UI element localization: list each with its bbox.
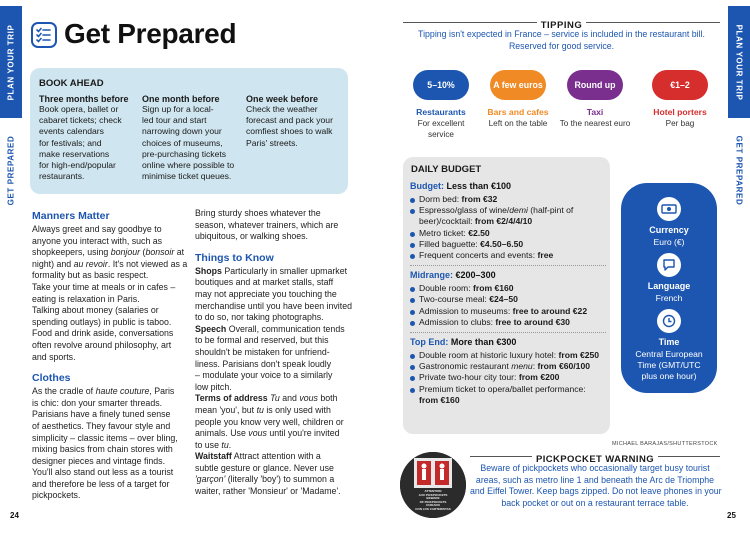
text-run: is chic: don your smarter threads. xyxy=(32,397,163,408)
text-run: Talking about money (salaries or xyxy=(32,305,159,316)
book-ahead-line: Check the weather xyxy=(246,104,318,114)
body-line xyxy=(195,393,353,405)
sign-line: BEWARE xyxy=(426,496,440,501)
text-run: from €2/4/4/10 xyxy=(474,216,533,227)
text-run: demi xyxy=(509,205,528,216)
budget-item xyxy=(410,205,606,216)
text-run: Parisians have a finely tuned sense xyxy=(32,409,171,420)
text-run: Admission to clubs: xyxy=(419,316,496,327)
body-line xyxy=(195,324,353,336)
budget-tier-heading xyxy=(410,181,606,191)
body-line xyxy=(32,479,188,491)
text-run: Admission to museums: xyxy=(419,305,513,316)
text-run: mixing basics from chain stores with xyxy=(32,444,173,455)
body-line xyxy=(195,440,353,452)
text-run: to do so, nor taking photographs. xyxy=(195,312,324,323)
info-value xyxy=(621,349,717,382)
tier-separator xyxy=(410,265,606,266)
side-label-get-prepared: GET PREPARED xyxy=(6,135,16,205)
text-run: and sports. xyxy=(32,351,76,362)
body-line xyxy=(32,386,188,398)
body-line xyxy=(195,382,353,394)
body-line xyxy=(195,301,353,313)
checklist-icon xyxy=(31,22,57,48)
text-run: night) and xyxy=(32,258,74,269)
text-run: As the cradle of xyxy=(32,386,96,397)
body-line xyxy=(32,398,188,410)
body-line xyxy=(32,305,188,317)
budget-item xyxy=(410,361,606,372)
budget-item xyxy=(410,372,606,383)
book-ahead-box xyxy=(30,68,348,194)
body-line xyxy=(32,224,188,236)
body-line xyxy=(195,231,353,243)
text-run: Double room at historic luxury hotel: xyxy=(419,350,559,361)
budget-tier-heading xyxy=(410,270,606,280)
text-run: shopkeepers, using xyxy=(32,247,111,258)
text-run: Espresso/glass of wine/ xyxy=(419,205,510,216)
budget-item xyxy=(410,194,606,205)
text-run: Particularly in smaller upmarket xyxy=(221,265,348,276)
text-run: free to around €30 xyxy=(495,316,570,327)
daily-budget-box xyxy=(403,157,610,434)
text-run: both xyxy=(317,393,338,404)
text-run: tu xyxy=(221,439,229,450)
text-run: (half-pint of xyxy=(527,205,574,216)
text-run: subtle gesture or glance. Never use xyxy=(195,462,334,473)
text-run: from €32 xyxy=(461,194,498,204)
book-ahead-line: events calendars xyxy=(39,126,104,137)
book-ahead-line: choices of museums, xyxy=(142,137,223,148)
sign-line: CUIDADO xyxy=(426,503,440,508)
body-line xyxy=(195,463,353,475)
text-run: tu xyxy=(256,404,264,415)
text-run: animals. Use xyxy=(195,428,249,439)
side-tab-plan-your-trip-right xyxy=(728,6,750,118)
text-run: Overall, communication tends xyxy=(226,323,345,334)
body-line xyxy=(32,270,188,282)
tipping-intro-line: Reserved for good service. xyxy=(508,40,615,51)
book-ahead-line: Sign up for a local- xyxy=(142,104,214,114)
text-run: Premium ticket to opera/ballet performance: xyxy=(419,383,586,394)
text-run: designer pieces and vintage finds. xyxy=(32,455,166,466)
text-run: low pitch. xyxy=(195,381,232,392)
body-line xyxy=(32,467,188,479)
info-value xyxy=(621,237,717,248)
body-line xyxy=(32,259,188,271)
text-run: Take your time at meals or in cafes – xyxy=(32,281,176,292)
tip-pill: €1–2 xyxy=(652,70,708,100)
text-run: simplicity – classic items – over bling, xyxy=(32,432,178,443)
body-line xyxy=(195,289,353,301)
text-run: bonsoir xyxy=(145,247,175,258)
book-ahead-line: cabaret tickets; check xyxy=(39,115,122,126)
text-run: anyone you interact with, such as xyxy=(32,235,163,246)
tip-description-line: service xyxy=(428,129,454,139)
side-label-get-prepared-right: GET PREPARED xyxy=(734,135,744,205)
budget-tier-name: Top End: xyxy=(410,337,449,348)
text-run: Metro ticket: xyxy=(419,227,469,238)
budget-tier-range: More than €300 xyxy=(450,337,517,348)
page-number-right: 25 xyxy=(727,511,736,520)
body-line xyxy=(32,421,188,433)
text-run: 'garçon' xyxy=(195,474,226,485)
body-line xyxy=(32,444,188,456)
text-run: haute couture xyxy=(95,386,150,397)
book-ahead-line: narrowing down your xyxy=(142,126,222,137)
body-line xyxy=(195,405,353,417)
text-run: from €60/100 xyxy=(537,361,591,372)
book-ahead-line: make reservations xyxy=(39,148,110,159)
body-line xyxy=(195,208,353,220)
book-ahead-column-heading: One month before xyxy=(142,94,220,104)
book-ahead-line: Paris' streets. xyxy=(246,137,298,148)
section-heading: Manners Matter xyxy=(32,210,110,222)
book-ahead-heading: BOOK AHEAD xyxy=(39,78,104,89)
body-line xyxy=(195,474,353,486)
text-run: Waitstaff xyxy=(195,451,232,462)
text-run: Food and drink aside, conversations xyxy=(32,328,174,339)
text-run: free xyxy=(537,250,554,261)
pickpocket-text xyxy=(470,463,720,509)
text-run: waiter, rather 'Monsieur' or 'Madame'. xyxy=(195,486,341,497)
info-label: Currency xyxy=(649,225,689,235)
text-run: boutiques and at market stalls, staff xyxy=(195,277,334,288)
text-run: . It's not viewed as a xyxy=(107,258,188,269)
text-run: Bring sturdy shoes whatever the xyxy=(195,208,321,218)
budget-item xyxy=(410,283,606,294)
text-run: Tu xyxy=(270,393,280,404)
text-run: often revolve around philosophy, art xyxy=(32,339,172,350)
side-tab-label: PLAN YOUR TRIP xyxy=(6,24,16,100)
money-icon xyxy=(657,197,681,221)
tip-label: Restaurants xyxy=(416,107,466,117)
tier-separator xyxy=(410,332,606,333)
section-heading: Clothes xyxy=(32,372,71,385)
side-tab-label: PLAN YOUR TRIP xyxy=(734,24,744,100)
info-label: Language xyxy=(647,281,691,291)
tip-description xyxy=(477,119,559,130)
right-column xyxy=(195,208,353,498)
photo-credit: MICHAEL BARAJAS/SHUTTERSTOCK xyxy=(612,441,718,447)
text-run: ( xyxy=(140,247,146,258)
budget-tier-heading xyxy=(410,337,606,347)
tip-label: Hotel porters xyxy=(653,107,707,117)
book-ahead-column xyxy=(142,94,242,182)
budget-item xyxy=(410,306,606,317)
text-run: ubiquitous, or walking shoes. xyxy=(195,231,308,242)
book-ahead-column xyxy=(246,94,346,149)
body-line xyxy=(195,312,353,324)
budget-tier-name: Midrange: xyxy=(410,270,454,281)
body-line xyxy=(195,486,353,498)
info-value-line: Time (GMT/UTC xyxy=(637,360,701,370)
text-run: Attract attention with a xyxy=(231,451,321,462)
body-line xyxy=(195,370,353,382)
pickpocket-sign-photo xyxy=(400,452,466,518)
text-run: shouldn't be mistaken for unfriend- xyxy=(195,346,330,357)
body-line xyxy=(195,417,353,429)
body-line xyxy=(195,359,353,371)
sign-line: OF PICKPOCKETS xyxy=(419,499,447,504)
left-column xyxy=(32,210,188,502)
tip-pill: 5–10% xyxy=(413,70,469,100)
budget-item xyxy=(410,228,606,239)
book-ahead-column-heading: One week before xyxy=(246,94,319,104)
book-ahead-column xyxy=(39,94,139,182)
tip-description-line: Per bag xyxy=(665,119,695,128)
body-line xyxy=(32,247,188,259)
book-ahead-line: led tour and start xyxy=(142,115,207,126)
page-title: Get Prepared xyxy=(64,18,237,49)
text-run: may not appreciate you touching the xyxy=(195,288,337,299)
text-run: Private two-hour city tour: xyxy=(419,372,519,383)
body-line xyxy=(195,220,353,232)
budget-item xyxy=(410,317,606,328)
body-line xyxy=(32,409,188,421)
speech-bubble-icon xyxy=(657,253,681,277)
country-info-card xyxy=(621,183,717,393)
text-run: at xyxy=(174,247,185,258)
pickpocket-line: back pocket or out on a restaurant terrace table. xyxy=(501,497,689,508)
text-run: pickpockets. xyxy=(32,490,81,501)
budget-item xyxy=(410,384,606,395)
tip-label: Taxi xyxy=(586,107,604,117)
text-run: , Paris xyxy=(149,386,175,397)
text-run: eating is relaxation in Paris. xyxy=(32,293,140,304)
body-line xyxy=(195,335,353,347)
text-run: from €160 xyxy=(472,283,514,294)
text-run: and xyxy=(279,393,300,404)
tip-pill: Round up xyxy=(567,70,623,100)
text-run: from €250 xyxy=(558,350,600,361)
info-value-line: plus one hour) xyxy=(641,371,697,381)
book-ahead-line: Book opera, ballet or xyxy=(39,104,119,114)
text-run: €2.50 xyxy=(468,227,490,238)
daily-budget-heading: DAILY BUDGET xyxy=(411,164,482,175)
info-label: Time xyxy=(658,337,680,347)
budget-item xyxy=(410,216,606,227)
tipping-heading: TIPPING xyxy=(537,20,587,31)
budget-tier-range: €200–300 xyxy=(455,270,496,281)
info-value-line: French xyxy=(655,293,683,303)
sign-line: AUX PICKPOCKETS xyxy=(418,492,448,497)
info-value-line: Euro (€) xyxy=(653,237,685,247)
book-ahead-line: for high-end/popular xyxy=(39,160,116,171)
body-line xyxy=(32,490,188,502)
text-run: Speech xyxy=(195,323,227,334)
text-run: beer)/cocktail: xyxy=(419,216,475,227)
book-ahead-line: forecast and pack your xyxy=(246,115,333,126)
pickpocket-heading: PICKPOCKET WARNING xyxy=(532,454,658,465)
text-run: to use xyxy=(195,439,222,450)
budget-item xyxy=(410,294,606,305)
body-line xyxy=(32,433,188,445)
book-ahead-line: minimise ticket queues. xyxy=(142,171,232,182)
book-ahead-line: pre-purchasing tickets xyxy=(142,148,227,159)
text-run: : xyxy=(532,361,538,372)
body-line xyxy=(32,456,188,468)
text-run: season, whatever trainers, which are xyxy=(195,219,339,230)
body-line xyxy=(32,328,188,340)
budget-item xyxy=(410,250,606,261)
budget-item xyxy=(410,395,606,406)
text-run: (literally 'boy') to summon a xyxy=(225,474,335,485)
text-run: Terms of address xyxy=(195,393,268,404)
text-run: bonjour xyxy=(110,247,141,258)
side-tab-plan-your-trip xyxy=(0,6,22,118)
sign-line: ATTENTION xyxy=(424,489,442,493)
body-line xyxy=(195,266,353,278)
pickpocket-line: Beware of pickpockets who occasionally target busy tourist xyxy=(480,463,710,473)
sign-line: CON LOS CARTERISTAS xyxy=(415,506,451,511)
body-line xyxy=(32,294,188,306)
text-run: Shops xyxy=(195,265,222,276)
text-run: to be formal and reserved, but this xyxy=(195,335,329,346)
text-run: until you're invited xyxy=(266,428,340,439)
tip-description-line: For excellent xyxy=(417,119,465,128)
body-line xyxy=(195,347,353,359)
text-run: spending outlays) in public is taboo. xyxy=(32,316,172,327)
text-run: Two-course meal: xyxy=(419,294,490,305)
text-run: – modulate your voice to a similarly xyxy=(195,370,333,381)
pickpocket-line: and Eiffel Tower. Keep bags zipped. Do not leave phones in your xyxy=(470,486,722,496)
info-value xyxy=(621,293,717,304)
body-line xyxy=(32,352,188,364)
book-ahead-line: restaurants. xyxy=(39,171,85,182)
text-run: formality but as basic respect. xyxy=(32,270,149,281)
tip-description xyxy=(639,119,721,130)
text-run: people you know very well, children or xyxy=(195,416,344,427)
section-heading: Things to Know xyxy=(195,251,274,264)
text-run: free to around €22 xyxy=(512,305,588,316)
tip-description xyxy=(400,119,482,140)
tip-description xyxy=(554,119,636,130)
body-line xyxy=(195,451,353,463)
body-line xyxy=(32,282,188,294)
body-line xyxy=(32,236,188,248)
text-run: from €160 xyxy=(419,394,460,405)
page-number-left: 24 xyxy=(10,511,19,520)
tip-label: Bars and cafes xyxy=(487,107,549,117)
body-line xyxy=(32,340,188,352)
tip-description-line: Left on the table xyxy=(488,119,548,128)
text-run: au revoir xyxy=(73,258,108,269)
text-run: Dorm bed: xyxy=(419,194,462,204)
clock-icon xyxy=(657,309,681,333)
text-run: liness. Parisians don't speak loudly xyxy=(195,358,332,369)
text-run: from €200 xyxy=(518,372,560,383)
text-run: You'll also stand out less as a tourist xyxy=(32,467,174,478)
book-ahead-column-heading: Three months before xyxy=(39,94,129,104)
body-line xyxy=(195,277,353,289)
text-run: Gastronomic restaurant xyxy=(419,361,512,372)
text-run: merchandise until you have been invited xyxy=(195,300,352,311)
tipping-intro xyxy=(403,29,720,52)
budget-item xyxy=(410,239,606,250)
tipping-intro-line: Tipping isn't expected in France – service is included in the restaurant bill. xyxy=(418,29,705,39)
tip-description-line: To the nearest euro xyxy=(559,119,631,128)
text-run: €24–50 xyxy=(489,294,518,305)
text-run: and therefore be less of a target for xyxy=(32,478,170,489)
info-value-line: Central European xyxy=(635,349,703,359)
body-line xyxy=(32,317,188,329)
text-run: vous xyxy=(248,428,267,439)
book-ahead-line: comfiest shoes to walk xyxy=(246,126,333,137)
budget-item xyxy=(410,350,606,361)
text-run: menu xyxy=(511,361,533,372)
text-run: Double room: xyxy=(419,283,473,294)
text-run: mean 'you', but xyxy=(195,404,257,415)
text-run: vous xyxy=(299,393,318,404)
tip-pill: A few euros xyxy=(490,70,546,100)
budget-tier-name: Budget: xyxy=(410,181,444,191)
pickpocket-line: areas, such as metro line 1 and beneath the Arc de Triomphe xyxy=(475,474,715,485)
body-line xyxy=(195,428,353,440)
text-run: €4.50–6.50 xyxy=(480,238,524,249)
book-ahead-line: for festivals; and xyxy=(39,137,102,148)
text-run: is only used with xyxy=(263,404,331,415)
budget-tier-range: Less than €100 xyxy=(446,181,512,191)
text-run: of aesthetics. They favour style and xyxy=(32,420,171,431)
text-run: . xyxy=(228,439,232,450)
text-run: Frequent concerts and events: xyxy=(419,250,538,261)
text-run: Always greet and say goodbye to xyxy=(32,224,162,234)
book-ahead-line: online where possible to xyxy=(142,160,235,171)
text-run: Filled baguette: xyxy=(419,238,481,249)
